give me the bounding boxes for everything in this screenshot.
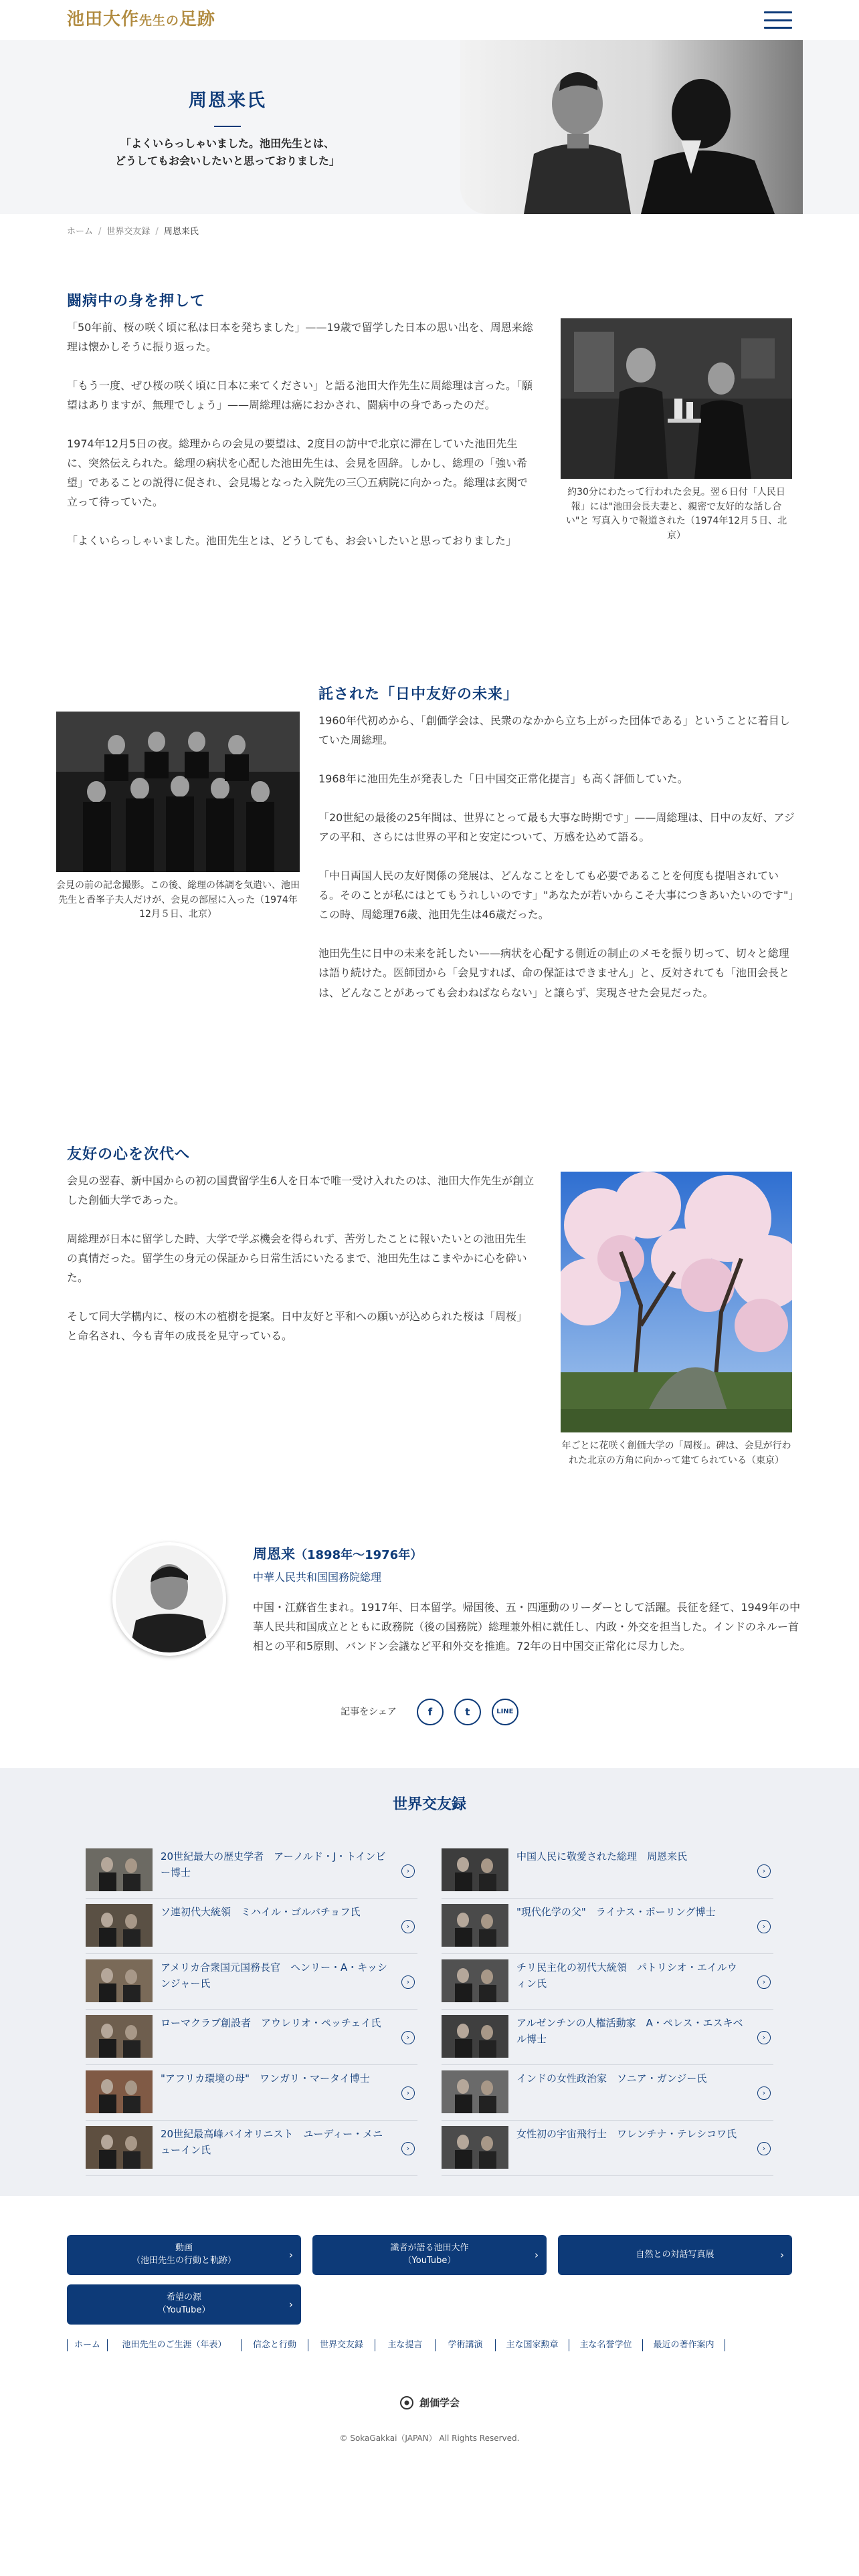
logo-main: 池田大作 [67,9,140,30]
person-name-text: 周恩来 [253,1546,295,1562]
related-title: 世界交友録 [392,1796,466,1813]
soka-logo-icon [399,2395,414,2410]
chevron-right-icon: › [757,2086,771,2100]
person-role: 中華人民共和国国務院総理 [253,1570,382,1584]
footer-nav-link[interactable]: 主な提言 [375,2339,435,2351]
hero-photo [460,40,803,214]
brand-name: 創価学会 [419,2397,460,2409]
page-title: 周恩来氏 [189,90,266,111]
person-name [253,1542,808,1567]
related-item-label: ソ連初代大統領 ミハイル・ゴルバチョフ氏 [161,1906,361,1918]
breadcrumb-separator: / [98,227,102,237]
photo-caption: 年ごとに花咲く創価大学の「周桜」。碑は、会見が行われた北京の方角に向かって建てられている（東京） [561,1440,791,1466]
related-item-label: インドの女性政治家 ソニア・ガンジー氏 [516,2072,707,2084]
footer-button-line: 自然との対話写真展 [636,2249,714,2260]
footer-button-line: （YouTube） [403,2256,456,2266]
footer-link-button[interactable] [558,2235,792,2275]
paragraph: 「よくいらっしゃいました。池田先生とは、どうしても、お会いしたいと思っておりました」 [67,534,517,548]
footer-button-line: 識者が語る池田大作 [390,2243,469,2254]
related-thumbnail [86,2070,153,2113]
chevron-right-icon: › [401,1975,415,1989]
breadcrumb [67,225,859,240]
related-item-label: "現代化学の父" ライナス・ポーリング博士 [516,1906,716,1918]
related-item-label: チリ民主化の初代大統領 パトリシオ・エイルウィン氏 [516,1961,737,1990]
related-item[interactable] [442,2010,773,2065]
related-item-label: "アフリカ環境の母" ワンガリ・マータイ博士 [161,2072,370,2084]
chevron-right-icon: › [401,2031,415,2044]
chevron-right-icon: › [757,1975,771,1989]
group-photo [56,712,300,872]
figure [561,1172,792,1468]
paragraph: 1968年に池田先生が発表した「日中国交正常化提言」も高く評価していた。 [318,772,688,785]
footer-nav-link[interactable]: 信念と行動 [241,2339,308,2351]
paragraph: 1960年代初めから、「創価学会は、民衆のなかから立ち上がった団体である」ということに着目していた周総理。 [318,714,790,746]
chevron-right-icon: › [401,2086,415,2100]
chevron-right-icon: › [289,2249,293,2261]
related-thumbnail [442,1848,508,1891]
hero [0,40,859,214]
hero-quote [115,135,340,169]
footer-button-label [158,2292,211,2317]
paragraph: そして同大学構内に、桜の木の植樹を提案。日中友好と平和への願いが込められた桜は「周桜」と命名され、今も青年の成長を見守っている。 [67,1310,528,1343]
related-item-label: 中国人民に敬愛された総理 周恩来氏 [516,1850,688,1862]
paragraph: 周総理が日本に留学した時、大学で学ぶ機会を得られず、苦労したことに報いたいとの池田先生の真情だった。留学生の身元の保証から日常生活にいたるまで、池田先生はこまやかに心を砕いた。 [67,1232,527,1284]
paragraph: 「50年前、桜の咲く頃に私は日本を発ちました」——19歳で留学した日本の思い出を、周恩来総理は懐かしそうに振り返った。 [67,320,533,353]
related-item[interactable] [442,1899,773,1954]
chevron-right-icon: › [535,2249,539,2261]
footer-button-line: 動画 [175,2243,193,2254]
person-info [253,1542,808,1656]
related-thumbnail [442,2126,508,2169]
related-item-label: アメリカ合衆国元国務長官 ヘンリー・A・キッシンジャー氏 [161,1961,387,1990]
cherry-tree-photo [561,1172,792,1432]
footer-button-line: （池田先生の行動と軌跡） [131,2256,236,2266]
section-title: 友好の心を次代へ [67,1146,191,1163]
footer-link-button[interactable] [67,2235,301,2275]
logo-end: 足跡 [179,9,216,30]
footer-button-line: （YouTube） [157,2305,211,2315]
logo-small: 先生の [139,13,180,29]
footer-brand [0,2394,859,2411]
related-thumbnail [86,2126,153,2169]
section-title: 闘病中の身を押して [67,293,206,310]
site-logo[interactable] [67,5,215,35]
hero-quote-line: どうしてもお会いしたいと思っておりました」 [114,154,340,167]
chevron-right-icon: › [401,1920,415,1933]
chevron-right-icon: › [401,2142,415,2155]
section-body [67,318,537,551]
related-item[interactable] [86,1843,417,1899]
related-item[interactable] [442,2121,773,2176]
breadcrumb-home[interactable]: ホーム [67,227,94,237]
hamburger-menu-icon[interactable] [764,11,792,29]
chevron-right-icon: › [757,2142,771,2155]
chevron-right-icon: › [780,2249,784,2261]
footer-nav-link[interactable]: 最近の著作案内 [642,2339,725,2351]
person-bio: 中国・江蘇省生まれ。1917年、日本留学。帰国後、五・四運動のリーダーとして活躍。長征を経て、1949年の中華人民共和国成立とともに政務院（後の国務院）総理兼外相に就任し、内政・外交を担当した。インドのネルー首相との平和5原則、バンドン会議など平和外交を推進。72年の日中国交正常化に尽力した。 [253,1600,801,1652]
related-item[interactable] [442,2065,773,2121]
footer-button-label [390,2242,468,2268]
section-body [67,1171,537,1346]
person-avatar [112,1542,226,1656]
chevron-right-icon: › [757,1920,771,1933]
section-title: 託された「日中友好の未来」 [318,686,519,703]
paragraph: 1974年12月5日の夜。総理からの会見の要望は、2度目の訪中で北京に滞在していた池田先生に、突然伝えられた。総理の病状を心配した池田先生は、会見を固辞。しかし、総理の「強い希望」であることの説得に促され、会見場となった入院先の三〇五病院に向かった。総理は玄関で立って待っていた。 [67,437,528,509]
footer-button-line: 希望の源 [166,2292,201,2303]
section-body [318,711,795,1002]
related-item[interactable] [86,1954,417,2010]
person-dates: （1898年～1976年） [295,1548,423,1562]
breadcrumb-section[interactable]: 世界交友録 [106,227,151,237]
related-item-label: 女性初の宇宙飛行士 ワレンチナ・テレシコワ氏 [516,2128,737,2140]
footer-nav-link[interactable]: 学術講演 [435,2339,495,2351]
footer-link-button[interactable] [67,2284,301,2325]
related-thumbnail [442,2070,508,2113]
related-item[interactable] [86,2010,417,2065]
facebook-share-icon[interactable]: f [417,1699,444,1725]
meeting-photo [561,318,792,479]
related-item-label: アルゼンチンの人権活動家 A・ペレス・エスキベル博士 [516,2017,743,2045]
paragraph: 「中日両国人民の友好関係の発展は、どんなことをしても必要であることを何度も提唱されている。そのことが私にはとてもうれしいのです」"あなたが若いからこそ大事につきあいたいのです"」この時、周総理76歳、池田先生は46歳だった。 [318,869,794,922]
related-item-label: 20世紀最高峰バイオリニスト ユーディー・メニューイン氏 [161,2128,383,2156]
footer-nav-link[interactable]: 主な名誉学位 [569,2339,642,2351]
share-label: 記事をシェア [341,1706,397,1717]
footer-nav-link[interactable]: 世界交友録 [308,2339,375,2351]
paragraph: 池田先生に日中の未来を託したい——病状を心配する側近の制止のメモを振り切って、切々と総理は語り続けた。医師団から「会見すれば、命の保証はできません」と、反対されても「池田会長とは、どんなことがあっても会わねばならない」と譲らず、実現させた会見だった。 [318,947,790,999]
figure [56,712,300,922]
related-item-label: ローマクラブ創設者 アウレリオ・ペッチェイ氏 [161,2017,381,2029]
related-item[interactable] [86,1899,417,1954]
hero-text [67,40,388,214]
footer-link-button[interactable] [312,2235,547,2275]
related-thumbnail [86,2015,153,2058]
footer-nav-link[interactable]: 主な国家勲章 [495,2339,569,2351]
copyright: © SokaGakkai（JAPAN） All Rights Reserved. [339,2434,520,2443]
paragraph: 会見の翌春、新中国からの初の国費留学生6人を日本で唯一受け入れたのは、池田大作先生が創立した創価大学であった。 [67,1174,535,1206]
related-grid [86,1843,773,2176]
related-item[interactable] [86,2065,417,2121]
related-thumbnail [442,1959,508,2002]
person-profile [112,1542,801,1656]
related-item-label: 20世紀最大の歴史学者 アーノルド・J・トインビー博士 [161,1850,386,1879]
breadcrumb-current: 周恩来氏 [163,227,199,237]
photo-caption: 会見の前の記念撮影。この後、総理の体調を気遣い、池田先生と香峯子夫人だけが、会見の部屋に入った（1974年12月５日、北京） [56,880,300,920]
related-thumbnail [86,1848,153,1891]
related-thumbnail [86,1959,153,2002]
hero-divider [214,126,241,127]
chevron-right-icon: › [401,1864,415,1878]
footer-button-label [132,2242,236,2268]
related-thumbnail [442,1904,508,1947]
chevron-right-icon: › [289,2298,293,2311]
related-item[interactable] [442,1954,773,2010]
twitter-share-icon[interactable]: t [454,1699,481,1725]
hero-quote-line: 「よくいらっしゃいました。池田先生とは、 [120,137,335,150]
footer-button-label [636,2249,714,2262]
related-thumbnail [442,2015,508,2058]
related-item[interactable] [86,2121,417,2176]
chevron-right-icon: › [757,2031,771,2044]
line-share-icon[interactable]: LINE [492,1699,518,1725]
paragraph: 「20世紀の最後の25年間は、世界にとって最も大事な時期です」——周総理は、日中の友好、アジアの平和、さらには世界の平和と安定について、万感を込めて語る。 [318,811,795,843]
site-header [0,0,859,40]
chevron-right-icon: › [757,1864,771,1878]
figure [561,318,792,544]
related-thumbnail [86,1904,153,1947]
paragraph: 「もう一度、ぜひ桜の咲く頃に日本に来てください」と語る池田大作先生に周総理は言った。「願望はありますが、無理でしょう」——周総理は癌におかされ、闘病中の身であったのだ。 [67,379,533,411]
breadcrumb-separator: / [155,227,159,237]
share-bar [0,1699,859,1725]
related-section [0,1768,859,2196]
related-item[interactable] [442,1843,773,1899]
footer-buttons [67,2235,792,2325]
footer-nav-link[interactable]: 池田先生のご生涯（年表） [107,2339,241,2351]
footer-nav [67,2339,792,2351]
footer-nav-link[interactable]: ホーム [67,2339,107,2351]
photo-caption: 約30分にわたって行われた会見。翌６日付「人民日報」には"池田会長夫妻と、親密で友好的な話し合い"と 写真入りで報道された（1974年12月５日、北京） [565,487,787,542]
